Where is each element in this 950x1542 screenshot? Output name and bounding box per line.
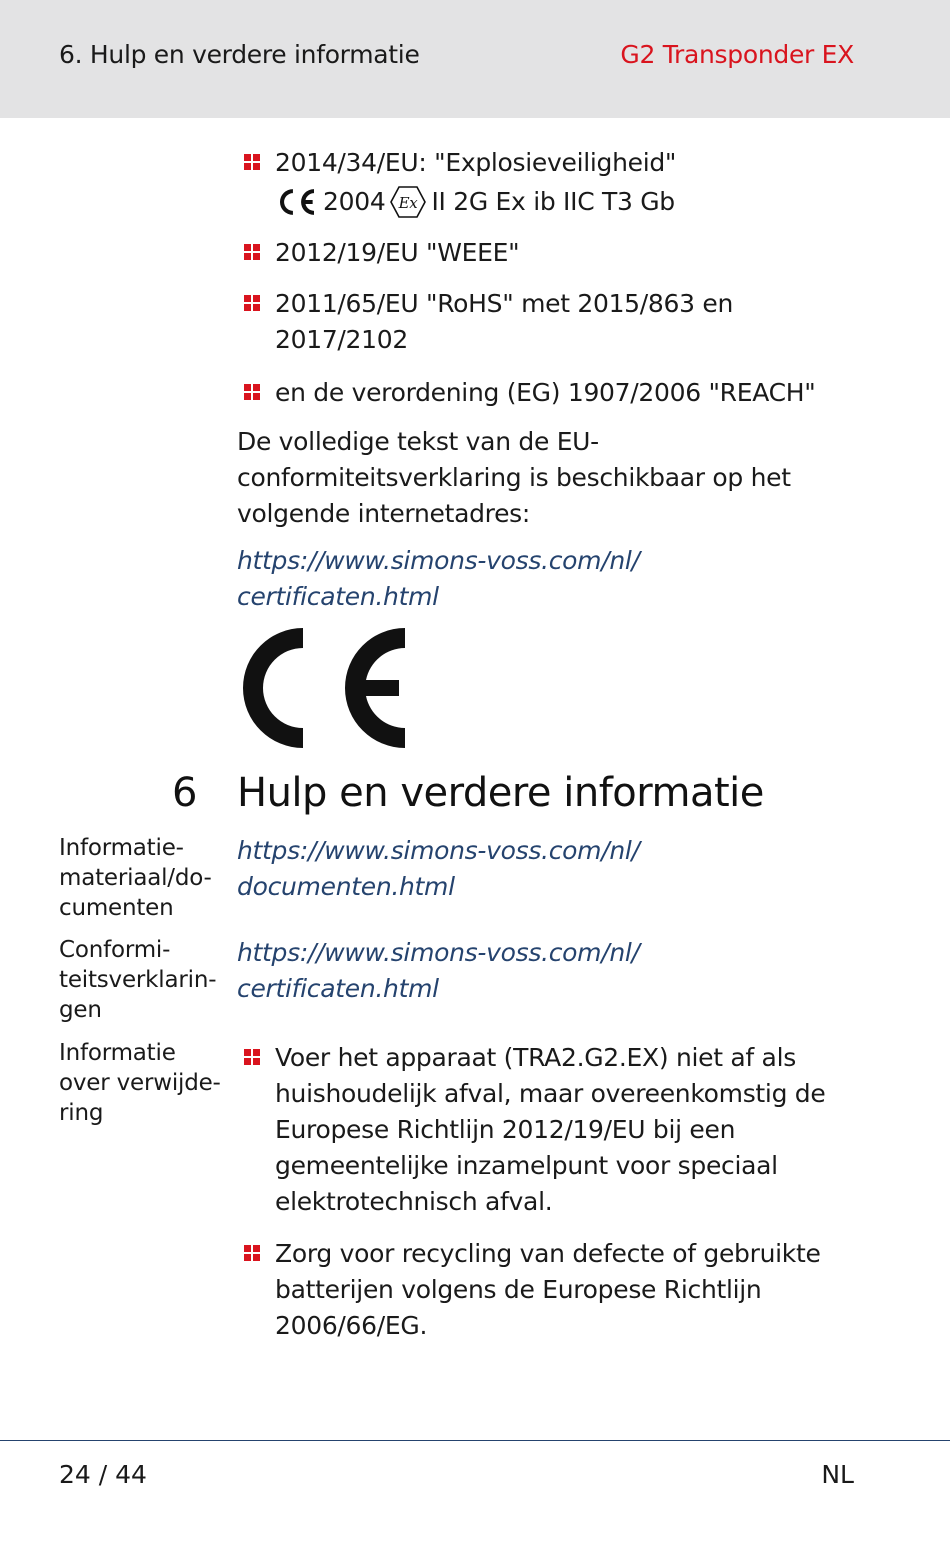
conformity-text-line2: conformiteitsverklaring is beschikbaar op het	[237, 463, 791, 492]
conformity-text-line1: De volledige tekst van de EU-	[237, 427, 599, 456]
bullet-squares-icon	[244, 1245, 261, 1262]
ce-marking-line	[275, 184, 675, 220]
ce-classification: II 2G Ex ib IIC T3 Gb	[431, 187, 675, 216]
info-label-conformity	[59, 935, 216, 1025]
directive-atex: 2014/34/EU: "Explosieveiligheid"	[275, 148, 677, 177]
section-number: 6	[172, 770, 198, 816]
ce-mark-icon	[275, 185, 319, 219]
certificates-link-line2[interactable]: certificaten.html	[237, 974, 439, 1003]
bullet-squares-icon	[244, 154, 261, 171]
info-label-line: Conformi-	[59, 937, 171, 963]
bullet-squares-icon	[244, 1049, 261, 1066]
disposal-item-device	[275, 1040, 825, 1220]
bullet-squares-icon	[244, 244, 261, 261]
info-label-line: ring	[59, 1100, 104, 1126]
bullet-squares-icon	[244, 295, 261, 312]
ce-mark-icon	[237, 628, 405, 748]
documents-link-line2[interactable]: documenten.html	[237, 872, 455, 901]
info-label-line: over verwijde-	[59, 1070, 221, 1096]
conformity-link-line1[interactable]: https://www.simons-voss.com/nl/	[237, 546, 640, 575]
directive-reach: en de verordening (EG) 1907/2006 "REACH"	[275, 378, 816, 407]
info-label-line: materiaal/do-	[59, 865, 212, 891]
certificates-link-line1[interactable]: https://www.simons-voss.com/nl/	[237, 938, 640, 967]
conformity-link-line2[interactable]: certificaten.html	[237, 582, 439, 611]
header-product-name: G2 Transponder EX	[620, 40, 854, 69]
disposal-item-batteries	[275, 1236, 821, 1344]
conformity-text-line3: volgende internetadres:	[237, 499, 531, 528]
documents-link-line1[interactable]: https://www.simons-voss.com/nl/	[237, 836, 640, 865]
header-section-title: 6. Hulp en verdere informatie	[59, 40, 420, 69]
disposal-line: gemeentelijke inzamelpunt voor speciaal	[275, 1151, 778, 1180]
info-label-documents	[59, 833, 212, 923]
disposal-line: huishoudelijk afval, maar overeenkomstig de	[275, 1079, 826, 1108]
disposal-line: Voer het apparaat (TRA2.G2.EX) niet af als	[275, 1043, 796, 1072]
info-label-line: teitsverklarin-	[59, 967, 217, 993]
directive-rohs-line1: 2011/65/EU "RoHS" met 2015/863 en	[275, 289, 733, 318]
info-label-line: cumenten	[59, 895, 174, 921]
ce-year: 2004	[323, 187, 386, 216]
info-label-line: Informatie-	[59, 835, 184, 861]
disposal-line: Europese Richtlijn 2012/19/EU bij een	[275, 1115, 736, 1144]
bullet-squares-icon	[244, 384, 261, 401]
disposal-line: elektrotechnisch afval.	[275, 1187, 553, 1216]
page-header	[0, 0, 950, 118]
page-number: 24 / 44	[59, 1460, 147, 1489]
directive-rohs-line2: 2017/2102	[275, 325, 408, 354]
disposal-line: Zorg voor recycling van defecte of gebruikte	[275, 1239, 821, 1268]
info-label-line: Informatie	[59, 1040, 176, 1066]
info-label-line: gen	[59, 997, 102, 1023]
language-code: NL	[821, 1460, 854, 1489]
footer-divider	[0, 1440, 950, 1441]
ex-symbol-label: Ex	[399, 194, 418, 212]
section-title: Hulp en verdere informatie	[237, 770, 764, 816]
directive-weee: 2012/19/EU "WEEE"	[275, 238, 520, 267]
disposal-line: 2006/66/EG.	[275, 1311, 428, 1340]
disposal-line: batterijen volgens de Europese Richtlijn	[275, 1275, 762, 1304]
info-label-disposal	[59, 1038, 221, 1128]
ex-hexagon-icon	[389, 185, 427, 219]
